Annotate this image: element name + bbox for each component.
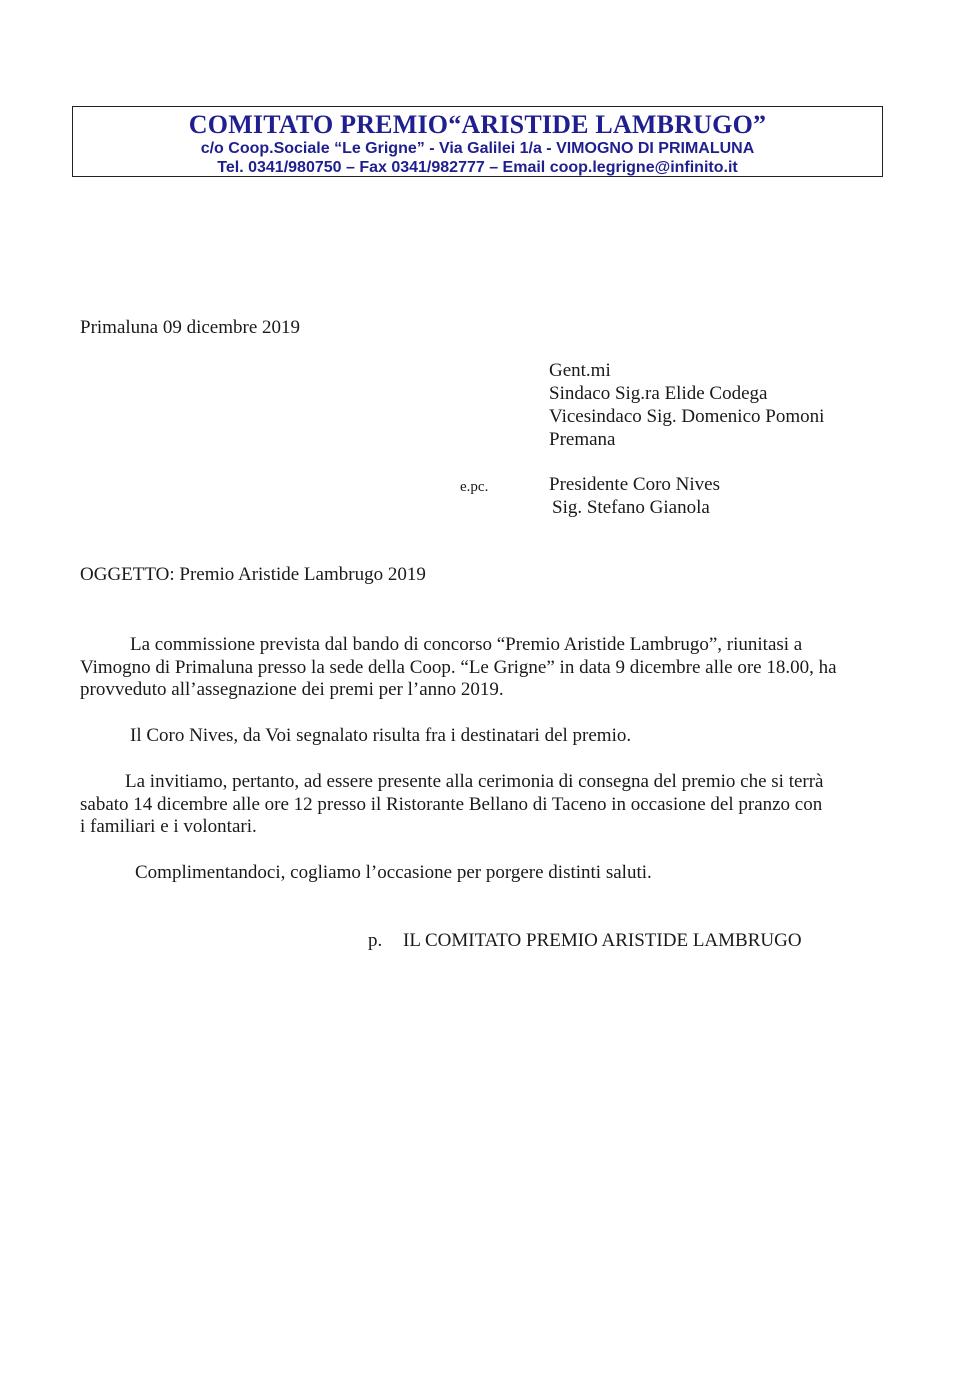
letterhead-box — [72, 106, 883, 177]
letterhead-contacts: Tel. 0341/980750 – Fax 0341/982777 – Email coop.legrigne@infinito.it — [217, 159, 738, 176]
body-line: Vimogno di Primaluna presso la sede della Coop. “Le Grigne” in data 9 dicembre alle ore 18.00, ha — [80, 656, 837, 678]
cc-line: Presidente Coro Nives — [549, 474, 720, 495]
signature-name: IL COMITATO PREMIO ARISTIDE LAMBRUGO — [403, 930, 802, 951]
signature — [368, 930, 802, 953]
recipients-block — [549, 359, 824, 451]
letter-subject: OGGETTO: Premio Aristide Lambrugo 2019 — [80, 564, 426, 585]
body-line: Complimentandoci, cogliamo l’occasione per porgere distinti saluti. — [135, 862, 652, 883]
recipient-line: Premana — [549, 429, 616, 450]
body-paragraph-4 — [80, 862, 880, 885]
recipient-line: Vicesindaco Sig. Domenico Pomoni — [549, 406, 825, 427]
body-line: provveduto all’assegnazione dei premi per l’anno 2019. — [80, 679, 504, 700]
body-paragraph-2 — [80, 725, 880, 748]
letterhead-address: c/o Coop.Sociale “Le Grigne” - Via Galilei 1/a - VIMOGNO DI PRIMALUNA — [200, 140, 755, 157]
cc-block — [549, 473, 720, 519]
cc-label: e.pc. — [460, 479, 489, 495]
body-line: i familiari e i volontari. — [80, 816, 257, 837]
recipient-line: Sindaco Sig.ra Elide Codega — [549, 383, 768, 404]
body-line: La commissione prevista dal bando di concorso “Premio Aristide Lambrugo”, riunitasi a — [130, 634, 803, 655]
cc-line: Sig. Stefano Gianola — [552, 497, 710, 518]
recipient-line: Gent.mi — [549, 360, 611, 381]
letter-date: Primaluna 09 dicembre 2019 — [80, 317, 301, 338]
letterhead-title: COMITATO PREMIO“ARISTIDE LAMBRUGO” — [188, 110, 767, 139]
body-line: Il Coro Nives, da Voi segnalato risulta fra i destinatari del premio. — [130, 725, 632, 746]
body-paragraph-1 — [80, 634, 880, 702]
body-line: sabato 14 dicembre alle ore 12 presso il Ristorante Bellano di Taceno in occasione del pranzo con — [80, 793, 823, 815]
signature-prefix: p. — [368, 930, 383, 951]
body-paragraph-3 — [80, 771, 880, 839]
body-line: La invitiamo, pertanto, ad essere presente alla cerimonia di consegna del premio che si terrà — [125, 771, 824, 792]
